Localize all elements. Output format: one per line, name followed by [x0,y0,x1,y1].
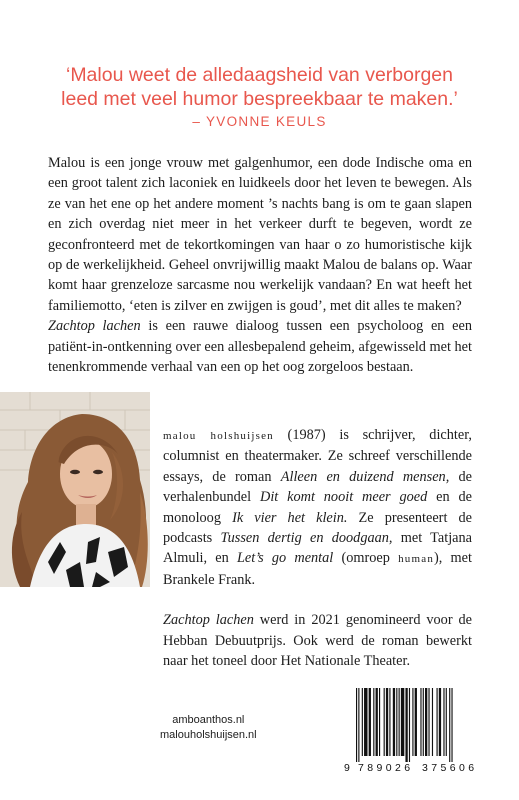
barcode-bar [409,688,410,762]
barcode-bar [425,688,427,756]
bio-title-5: Let’s go mental [236,550,334,567]
bio-text-f: (omroep [333,550,399,567]
barcode-bar [401,688,404,756]
bio-title-3: Ik vier het klein. [232,509,348,526]
bio-text-e: met Tatjana Almuli, en [163,530,473,567]
barcode-bar [362,688,363,756]
barcode-bar [432,688,433,756]
barcode-bar [386,688,388,756]
barcode-bars [344,688,486,762]
publisher-websites [160,713,257,743]
barcode-bar [443,688,444,756]
isbn-barcode [344,688,486,774]
blurb-paragraph-1: Malou is een jonge vrouw met galgenhumor, een dode Indische oma en een groot talent zich laconiek en luidkeels door het leven te bewegen. Als ze van het ene op het andere moment ’s nachts bang is om te gaan slapen en zich overdag niet meer in het verkeer durft te begeven, wordt ze geconfronteerd met de tekortkomingen van haar o zo humoristische kijk op de werkelijkheid. Geheel onvrijwillig maakt Malou de balans op. Waar komt haar grenzeloze sarcasme nou werkelijk vandaan? En wat heeft het familiemotto, ‘eten is zilver en zwijgen is goud’, met dit alles te maken? [48,155,472,314]
barcode-bar [399,688,400,756]
barcode-bar [369,688,371,756]
book-blurb [48,153,472,377]
barcode-bar [412,688,413,756]
barcode-bar [415,688,417,756]
barcode-bar [373,688,374,756]
author-name: malou holshuijsen [163,430,274,442]
bio-paragraph-2 [163,610,472,671]
review-quote [30,63,489,129]
blurb-paragraph-2-text: is een rauwe dialoog tussen een psycholoog en een patiënt-in-ontkenning over een allesbepalend geheim, afgewisseld met het tenenkrommende verhaal van een op het oog zorgeloos bestaan. [48,318,472,376]
isbn-group-1: 789026 [358,762,414,774]
bio-title-2: Dit komt nooit meer goed [260,489,428,506]
barcode-bar [420,688,421,756]
bio-title-4: Tussen dertig en doodgaan, [220,530,393,547]
bio-text-a: (1987) is schrijver, dichter, columnist en theatermaker. Ze schreef verschillende essays, de roman [163,427,472,485]
website-author[interactable]: malouholshuijsen.nl [160,729,257,741]
barcode-bar [358,688,359,762]
barcode-bar [439,688,441,756]
barcode-bar [423,688,424,756]
bio-text-c: en de monoloog [163,489,472,526]
quote-text [30,63,489,111]
bio-text-b: de verhalenbundel [163,468,472,506]
barcode-bar [437,688,438,756]
barcode-bar [396,688,397,756]
blurb-paragraph-2 [48,316,472,377]
barcode-bar [446,688,447,756]
barcode-bar [405,688,407,762]
bio-paragraph-2-text: werd in 2021 genomineerd voor de Hebban Debuutprijs. Ook werd de roman bewerkt naar het toneel door Het Nationale Theater. [163,612,472,670]
isbn-lead-digit: 9 [344,762,350,774]
isbn-group-2: 375606 [422,762,478,774]
broadcaster-name: human [398,553,435,566]
bio-text-d: Ze presenteert de podcasts [163,509,472,547]
bio-text-g: ), met Brankele Frank. [163,550,472,588]
barcode-bar [364,688,367,756]
barcode-bar [393,688,395,756]
barcode-bar [428,688,429,756]
barcode-bar [356,688,357,762]
barcode-bar [389,688,390,756]
barcode-bar [451,688,452,762]
bio-book-title: Zachtop lachen [163,612,254,629]
blurb-book-title: Zachtop lachen [48,318,141,335]
quote-attribution: – YVONNE KEULS [192,114,327,129]
barcode-bar [449,688,450,762]
barcode-bar [376,688,378,756]
website-publisher[interactable]: amboanthos.nl [172,714,245,726]
bio-paragraph-1 [163,425,472,590]
barcode-bar [379,688,380,756]
quote-line-2: leed met veel humor bespreekbaar te maken.’ [61,88,458,110]
barcode-bar [384,688,385,756]
bio-title-1: Alleen en duizend mensen, [280,468,450,485]
author-photo [0,392,150,587]
quote-line-1: ‘Malou weet de alledaagsheid van verborgen [65,64,453,86]
author-bio [163,425,472,671]
